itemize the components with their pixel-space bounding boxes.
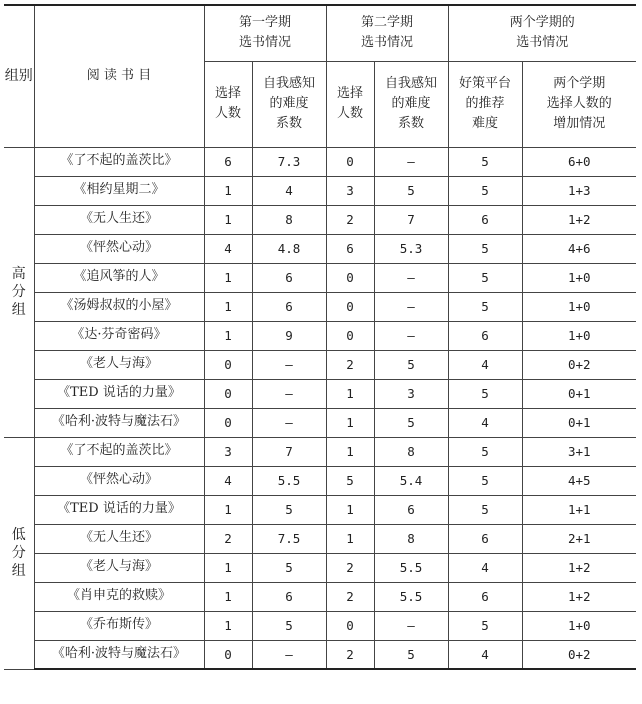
sem1-difficulty: 8 xyxy=(252,205,326,234)
sem1-count: 1 xyxy=(204,611,252,640)
sem2-count: 0 xyxy=(326,292,374,321)
sem2-count: 0 xyxy=(326,611,374,640)
table-row xyxy=(4,640,636,669)
sem1-count: 4 xyxy=(204,234,252,263)
sem2-count: 2 xyxy=(326,553,374,582)
sem2-difficulty: 5 xyxy=(374,640,448,669)
sem1-count: 0 xyxy=(204,379,252,408)
book-title: 《肖申克的救赎》 xyxy=(34,582,204,611)
platform-difficulty: 4 xyxy=(448,350,522,379)
platform-difficulty: 5 xyxy=(448,234,522,263)
book-title: 《怦然心动》 xyxy=(34,234,204,263)
platform-difficulty: 5 xyxy=(448,379,522,408)
sem1-count: 6 xyxy=(204,147,252,176)
sem1-count: 4 xyxy=(204,466,252,495)
header-increase: 两个学期 选择人数的 增加情况 xyxy=(522,61,636,147)
sem2-difficulty: 8 xyxy=(374,524,448,553)
count-increase: 1+0 xyxy=(522,611,636,640)
table-row xyxy=(4,147,636,176)
sem2-count: 3 xyxy=(326,176,374,205)
table-row xyxy=(4,263,636,292)
table-row xyxy=(4,466,636,495)
sem2-count: 2 xyxy=(326,205,374,234)
count-increase: 1+1 xyxy=(522,495,636,524)
sem2-difficulty: 5.5 xyxy=(374,553,448,582)
sem2-difficulty: 6 xyxy=(374,495,448,524)
sem1-count: 0 xyxy=(204,408,252,437)
sem2-count: 1 xyxy=(326,408,374,437)
table-body xyxy=(4,147,636,669)
sem1-count: 1 xyxy=(204,176,252,205)
book-title: 《哈利·波特与魔法石》 xyxy=(34,640,204,669)
book-title: 《相约星期二》 xyxy=(34,176,204,205)
table-row xyxy=(4,495,636,524)
sem2-count: 5 xyxy=(326,466,374,495)
sem2-count: 1 xyxy=(326,379,374,408)
sem1-difficulty: 4 xyxy=(252,176,326,205)
sem1-count: 1 xyxy=(204,582,252,611)
sem1-difficulty: 9 xyxy=(252,321,326,350)
platform-difficulty: 6 xyxy=(448,524,522,553)
platform-difficulty: 4 xyxy=(448,553,522,582)
table-row xyxy=(4,408,636,437)
count-increase: 3+1 xyxy=(522,437,636,466)
sem2-difficulty: 5.4 xyxy=(374,466,448,495)
sem2-difficulty: 5 xyxy=(374,408,448,437)
book-title: 《TED 说话的力量》 xyxy=(34,495,204,524)
count-increase: 1+0 xyxy=(522,292,636,321)
sem1-count: 1 xyxy=(204,263,252,292)
header-difficulty-1: 自我感知 的难度 系数 xyxy=(252,61,326,147)
header-platform-difficulty: 好策平台 的推荐 难度 xyxy=(448,61,522,147)
sem1-count: 0 xyxy=(204,350,252,379)
count-increase: 0+1 xyxy=(522,379,636,408)
header-semester-1: 第一学期 选书情况 xyxy=(204,5,326,61)
count-increase: 6+0 xyxy=(522,147,636,176)
sem1-difficulty: — xyxy=(252,640,326,669)
count-increase: 1+3 xyxy=(522,176,636,205)
table-row xyxy=(4,205,636,234)
sem1-difficulty: 4.8 xyxy=(252,234,326,263)
sem2-difficulty: — xyxy=(374,263,448,292)
count-increase: 4+6 xyxy=(522,234,636,263)
sem1-difficulty: 5.5 xyxy=(252,466,326,495)
platform-difficulty: 6 xyxy=(448,321,522,350)
sem1-difficulty: 7.5 xyxy=(252,524,326,553)
book-title: 《汤姆叔叔的小屋》 xyxy=(34,292,204,321)
sem2-count: 6 xyxy=(326,234,374,263)
count-increase: 1+0 xyxy=(522,263,636,292)
header-count-1: 选择 人数 xyxy=(204,61,252,147)
sem2-difficulty: — xyxy=(374,292,448,321)
sem1-count: 0 xyxy=(204,640,252,669)
table-row xyxy=(4,321,636,350)
sem2-count: 2 xyxy=(326,350,374,379)
sem2-difficulty: 7 xyxy=(374,205,448,234)
sem2-difficulty: 3 xyxy=(374,379,448,408)
sem1-difficulty: 5 xyxy=(252,495,326,524)
book-title: 《TED 说话的力量》 xyxy=(34,379,204,408)
sem1-difficulty: 7.3 xyxy=(252,147,326,176)
platform-difficulty: 5 xyxy=(448,147,522,176)
sem1-difficulty: 5 xyxy=(252,611,326,640)
book-title: 《达·芬奇密码》 xyxy=(34,321,204,350)
sem2-difficulty: — xyxy=(374,611,448,640)
table-row xyxy=(4,379,636,408)
sem1-difficulty: — xyxy=(252,379,326,408)
sem2-difficulty: 5 xyxy=(374,350,448,379)
sem2-count: 2 xyxy=(326,582,374,611)
table-row xyxy=(4,350,636,379)
sem1-count: 1 xyxy=(204,292,252,321)
sem1-count: 1 xyxy=(204,205,252,234)
sem1-difficulty: — xyxy=(252,408,326,437)
sem2-difficulty: 5 xyxy=(374,176,448,205)
sem2-count: 0 xyxy=(326,147,374,176)
sem1-difficulty: 5 xyxy=(252,553,326,582)
sem1-count: 1 xyxy=(204,495,252,524)
platform-difficulty: 6 xyxy=(448,582,522,611)
sem1-difficulty: 7 xyxy=(252,437,326,466)
reading-selection-table xyxy=(4,4,636,670)
sem2-count: 1 xyxy=(326,524,374,553)
table-row xyxy=(4,553,636,582)
sem2-count: 1 xyxy=(326,495,374,524)
platform-difficulty: 6 xyxy=(448,205,522,234)
table-row xyxy=(4,437,636,466)
sem2-count: 1 xyxy=(326,437,374,466)
group-label: 高 分 组 xyxy=(4,147,34,437)
book-title: 《乔布斯传》 xyxy=(34,611,204,640)
header-group: 组别 xyxy=(4,5,34,147)
platform-difficulty: 5 xyxy=(448,611,522,640)
table-row xyxy=(4,292,636,321)
count-increase: 2+1 xyxy=(522,524,636,553)
sem1-difficulty: — xyxy=(252,350,326,379)
count-increase: 0+2 xyxy=(522,640,636,669)
count-increase: 4+5 xyxy=(522,466,636,495)
sem2-difficulty: 8 xyxy=(374,437,448,466)
count-increase: 1+2 xyxy=(522,553,636,582)
book-title: 《追风筝的人》 xyxy=(34,263,204,292)
sem1-difficulty: 6 xyxy=(252,582,326,611)
header-difficulty-2: 自我感知 的难度 系数 xyxy=(374,61,448,147)
book-title: 《了不起的盖茨比》 xyxy=(34,437,204,466)
book-title: 《无人生还》 xyxy=(34,524,204,553)
count-increase: 0+1 xyxy=(522,408,636,437)
table-row xyxy=(4,176,636,205)
sem1-count: 2 xyxy=(204,524,252,553)
header-semester-2: 第二学期 选书情况 xyxy=(326,5,448,61)
sem1-difficulty: 6 xyxy=(252,263,326,292)
sem2-difficulty: 5.3 xyxy=(374,234,448,263)
header-count-2: 选择 人数 xyxy=(326,61,374,147)
sem1-count: 3 xyxy=(204,437,252,466)
platform-difficulty: 5 xyxy=(448,263,522,292)
sem2-difficulty: — xyxy=(374,321,448,350)
table-row xyxy=(4,611,636,640)
book-title: 《怦然心动》 xyxy=(34,466,204,495)
sem2-count: 0 xyxy=(326,321,374,350)
table-row xyxy=(4,582,636,611)
platform-difficulty: 4 xyxy=(448,640,522,669)
group-label: 低 分 组 xyxy=(4,437,34,669)
book-title: 《老人与海》 xyxy=(34,350,204,379)
platform-difficulty: 5 xyxy=(448,495,522,524)
book-title: 《老人与海》 xyxy=(34,553,204,582)
table-row xyxy=(4,524,636,553)
table-row xyxy=(4,234,636,263)
book-title: 《了不起的盖茨比》 xyxy=(34,147,204,176)
book-title: 《哈利·波特与魔法石》 xyxy=(34,408,204,437)
sem2-count: 0 xyxy=(326,263,374,292)
count-increase: 1+2 xyxy=(522,205,636,234)
sem2-count: 2 xyxy=(326,640,374,669)
count-increase: 1+2 xyxy=(522,582,636,611)
count-increase: 0+2 xyxy=(522,350,636,379)
header-book-list: 阅 读 书 目 xyxy=(34,5,204,147)
sem1-count: 1 xyxy=(204,321,252,350)
count-increase: 1+0 xyxy=(522,321,636,350)
header-both-semesters: 两个学期的 选书情况 xyxy=(448,5,636,61)
platform-difficulty: 5 xyxy=(448,292,522,321)
platform-difficulty: 5 xyxy=(448,466,522,495)
sem1-difficulty: 6 xyxy=(252,292,326,321)
sem2-difficulty: — xyxy=(374,147,448,176)
sem1-count: 1 xyxy=(204,553,252,582)
platform-difficulty: 4 xyxy=(448,408,522,437)
platform-difficulty: 5 xyxy=(448,437,522,466)
sem2-difficulty: 5.5 xyxy=(374,582,448,611)
book-title: 《无人生还》 xyxy=(34,205,204,234)
platform-difficulty: 5 xyxy=(448,176,522,205)
